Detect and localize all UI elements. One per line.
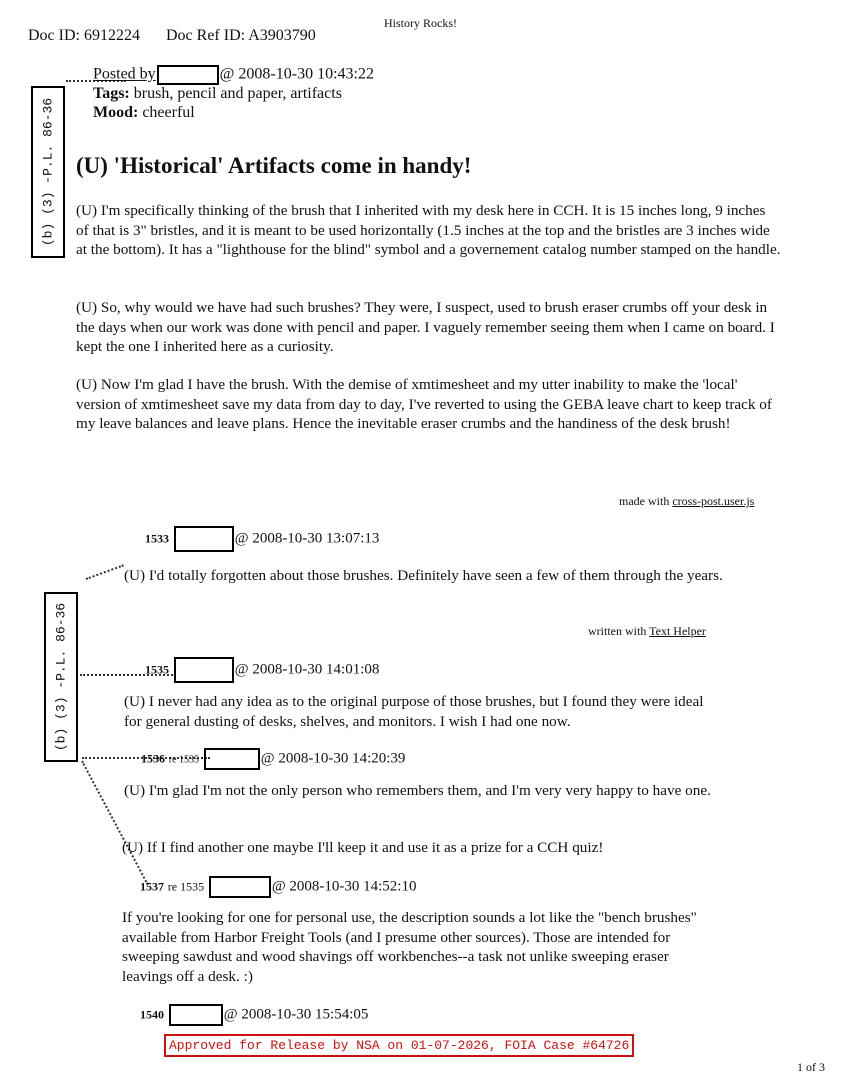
made-with-note — [619, 494, 754, 509]
made-with-link[interactable]: cross-post.user.js — [672, 494, 755, 508]
written-with-label: written with — [588, 624, 647, 638]
comment-1536-text: (U) I'm glad I'm not the only person who remembers them, and I'm very very happy to have one. — [124, 782, 711, 799]
comment-1535-text: (U) I never had any idea as to the original purpose of those brushes, but I found they were ideal for general dusting of desks, shelves, and monitors. I wish I had one now. — [124, 693, 704, 730]
post-mood — [93, 104, 195, 122]
comment-id: 1535 — [145, 662, 169, 677]
comment-1537-text: If you're looking for one for personal use, the description sounds a lot like the "bench brushes" available from Harbor Freight Tools (and I presume other sources). Those are intended for sweeping sawdust and wood shavings off workbenches--a task not unlike sweeping eraser leavings off a desk. :) — [122, 909, 697, 985]
comment-1535-header — [145, 657, 379, 683]
made-with-label: made with — [619, 494, 670, 508]
posted-by-label: Posted by — [93, 65, 156, 83]
comment-time: @ 2008-10-30 14:52:10 — [271, 878, 417, 895]
comment-1536-header — [141, 748, 405, 770]
post-tags — [93, 85, 342, 103]
post-paragraph-2: (U) So, why would we have had such brushes? They were, I suspect, used to brush eraser crumbs off your desk in the days when our work was done with pencil and paper. I vaguely remember seeing them when I came on board. I kept the one I inherited here as a curiosity. — [76, 299, 775, 355]
site-title: History Rocks! — [384, 16, 457, 30]
comment-1536-text-2: (U) If I find another one maybe I'll keep it and use it as a prize for a CCH quiz! — [122, 839, 604, 856]
comment-id: 1540 — [140, 1007, 164, 1022]
comment-1533-header — [145, 526, 379, 552]
post-byline — [93, 65, 374, 85]
release-stamp: Approved for Release by NSA on 01-07-2026, FOIA Case #64726 — [164, 1034, 634, 1057]
redaction-pointer — [86, 564, 124, 580]
comment-time: @ 2008-10-30 15:54:05 — [223, 1006, 369, 1023]
comment-id: 1533 — [145, 531, 169, 546]
page-number: 1 of 3 — [797, 1060, 825, 1074]
post-paragraph-1: (U) I'm specifically thinking of the brush that I inherited with my desk here in CCH. It is 15 inches long, 9 inches of that is 3" bristles, and it is meant to be used horizontally (1.5 inches at the top and the bristles are 3 inches wide at the bottom). It has a "lighthouse for the blind" symbol and a governement catalog number stamped on the handle. — [76, 202, 781, 258]
comment-id: 1537 — [140, 879, 164, 894]
doc-id: Doc ID: 6912224 — [28, 27, 140, 44]
comment-reply-ref: re 1535 — [167, 879, 205, 894]
comment-1537-header — [140, 876, 416, 898]
comment-time: @ 2008-10-30 13:07:13 — [234, 530, 380, 547]
exemption-box-comments — [44, 592, 78, 762]
written-with-link[interactable]: Text Helper — [649, 624, 706, 638]
exemption-box-top — [31, 86, 65, 258]
doc-ref-id: Doc Ref ID: A3903790 — [166, 27, 316, 44]
redacted-author — [204, 748, 260, 770]
mood-value: cheerful — [142, 104, 195, 121]
redacted-author — [169, 1004, 223, 1026]
comment-1533-text: (U) I'd totally forgotten about those brushes. Definitely have seen a few of them through the years. — [124, 567, 723, 584]
redacted-author — [157, 65, 219, 85]
post-paragraph-3: (U) Now I'm glad I have the brush. With the demise of xmtimesheet and my utter inability to make the 'local' version of xmtimesheet save my data from day to day, I've reverted to using the GEBA leave chart to keep track of my leave balances and leave plans. Hence the inevitable eraser crumbs and the handiness of the desk brush! — [76, 376, 772, 432]
comment-time: @ 2008-10-30 14:20:39 — [260, 750, 406, 767]
exemption-label: (b) (3) -P.L. 86-36 — [40, 97, 56, 247]
tags-label: Tags: — [93, 85, 130, 102]
redacted-author — [209, 876, 271, 898]
comment-reply-ref: re 1535 — [168, 754, 200, 766]
mood-label: Mood: — [93, 104, 139, 121]
posted-time: @ 2008-10-30 10:43:22 — [219, 65, 374, 83]
redaction-pointer — [81, 761, 148, 886]
comment-id: 1536 — [141, 751, 165, 766]
exemption-label-comments: (b) (3) -P.L. 86-36 — [53, 602, 69, 752]
written-with-note — [588, 624, 706, 639]
tags-value: brush, pencil and paper, artifacts — [133, 85, 342, 102]
redacted-author — [174, 526, 234, 552]
post-title: (U) 'Historical' Artifacts come in handy! — [76, 153, 472, 178]
comment-1540-header — [140, 1004, 368, 1026]
comment-time: @ 2008-10-30 14:01:08 — [234, 661, 380, 678]
redacted-author — [174, 657, 234, 683]
